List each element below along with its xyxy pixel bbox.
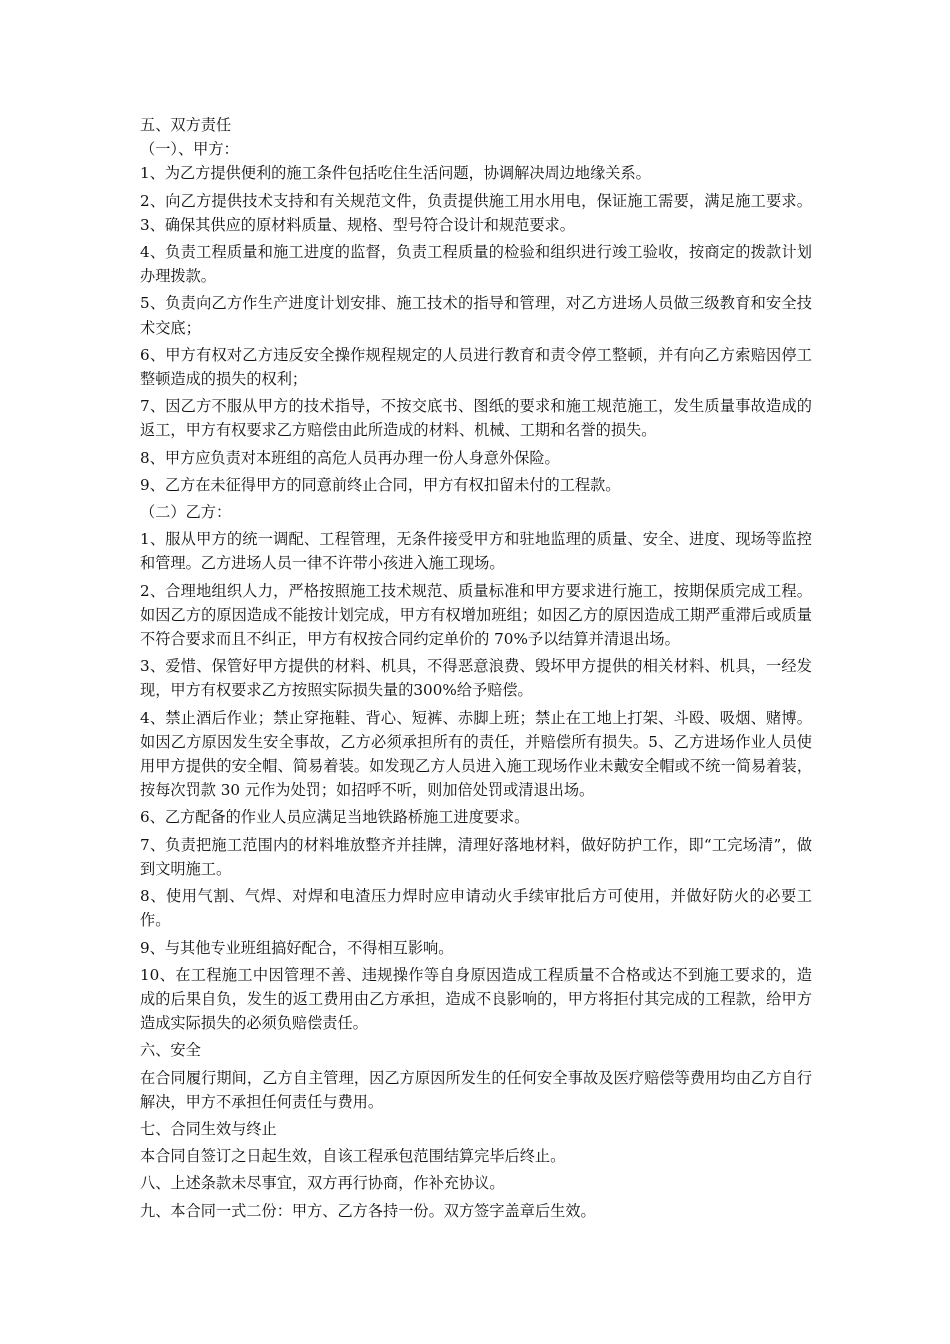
subheading-party-b: （二）乙方：: [140, 503, 232, 522]
subheading-party-a: （一）、甲方：: [140, 140, 239, 159]
clause-b-8: 8、使用气割、气焊、对焊和电渣压力焊时应申请动火手续审批后方可使用，并做好防火的必要工作。: [140, 887, 812, 930]
clause-a-1: 1、为乙方提供便利的施工条件包括吃住生活问题，协调解决周边地缘关系。: [140, 164, 651, 183]
clause-b-1: 1、服从甲方的统一调配、工程管理，无条件接受甲方和驻地监理的质量、安全、进度、现场等监控和管理。乙方进场人员一律不许带小孩进入施工现场。: [140, 530, 812, 573]
safety-text: 在合同履行期间，乙方自主管理，因乙方原因所发生的任何安全事故及医疗赔偿等费用均由乙方自行解决，甲方不承担任何责任与费用。: [140, 1068, 812, 1111]
clause-a-4: 4、负责工程质量和施工进度的监督，负责工程质量的检验和组织进行竣工验收，按商定的拨款计划办理拨款。: [140, 243, 812, 286]
clause-b-6: 6、乙方配备的作业人员应满足当地铁路桥施工进度要求。: [140, 808, 530, 827]
clause-b-7: 7、负责把施工范围内的材料堆放整齐并挂牌，清理好落地材料，做好防护工作，即“工完场清”，做到文明施工。: [140, 835, 812, 878]
document-body: [140, 113, 812, 1223]
clause-b-4-5: 4、禁止酒后作业；禁止穿拖鞋、背心、短裤、赤脚上班；禁止在工地上打架、斗殴、吸烟、赌博。如因乙方原因发生安全事故，乙方必须承担所有的责任，并赔偿所有损失。5、乙方进场作业人员使用甲方提供的安全帽、简易着装。如发现乙方人员进入施工现场作业未戴安全帽或不统一简易着装，按每次罚款 30 元作为处罚；如招呼不听，则加倍处罚或清退出场。: [140, 708, 812, 800]
section-heading-copies: 九、本合同一式二份：甲方、乙方各持一份。双方签字盖章后生效。: [140, 1201, 596, 1220]
clause-b-2: 2、合理地组织人力，严格按照施工技术规范、质量标准和甲方要求进行施工，按期保质完成工程。如因乙方的原因造成不能按计划完成，甲方有权增加班组；如因乙方的原因造成工期严重滞后或质量不符合要求而且不纠正，甲方有权按合同约定单价的 70%予以结算并清退出场。: [140, 581, 812, 649]
clause-a-6: 6、甲方有权对乙方违反安全操作规程规定的人员进行教育和责令停工整顿，并有向乙方索赔因停工整顿造成的损失的权利；: [140, 345, 812, 389]
section-heading-supplement: 八、上述条款未尽事宜，双方再行协商，作补充协议。: [140, 1174, 505, 1193]
section-heading-safety: 六、安全: [140, 1041, 201, 1060]
clause-a-7: 7、因乙方不服从甲方的技术指导，不按交底书、图纸的要求和施工规范施工，发生质量事故造成的返工，甲方有权要求乙方赔偿由此所造成的材料、机械、工期和名誉的损失。: [140, 397, 812, 440]
clause-b-10: 10、在工程施工中因管理不善、违规操作等自身原因造成工程质量不合格或达不到施工要求的，造成的后果自负，发生的返工费用由乙方承担，造成不良影响的，甲方将拒付其完成的工程款，给甲方造成实际损失的必须负赔偿责任。: [140, 965, 812, 1033]
section-heading-effect: 七、合同生效与终止: [140, 1119, 277, 1138]
clause-b-3: 3、爱惜、保管好甲方提供的材料、机具，不得恶意浪费、毁坏甲方提供的相关材料、机具，一经发现，甲方有权要求乙方按照实际损失量的300%给予赔偿。: [140, 657, 812, 700]
clause-a-2-3: 2、向乙方提供技术支持和有关规范文件，负责提供施工用水用电，保证施工需要，满足施工要求。3、确保其供应的原材料质量、规格、型号符合设计和规范要求。: [140, 191, 812, 234]
section-heading-responsibilities: 五、双方责任: [140, 116, 232, 134]
clause-a-9: 9、乙方在未征得甲方的同意前终止合同，甲方有权扣留未付的工程款。: [140, 475, 621, 494]
clause-a-5: 5、负责向乙方作生产进度计划安排、施工技术的指导和管理，对乙方进场人员做三级教育和安全技术交底；: [140, 294, 812, 337]
clause-b-9: 9、与其他专业班组搞好配合，不得相互影响。: [140, 938, 454, 957]
clause-a-8: 8、甲方应负责对本班组的高危人员再办理一份人身意外保险。: [140, 448, 560, 467]
effect-text: 本合同自签订之日起生效，自该工程承包范围结算完毕后终止。: [140, 1147, 566, 1166]
